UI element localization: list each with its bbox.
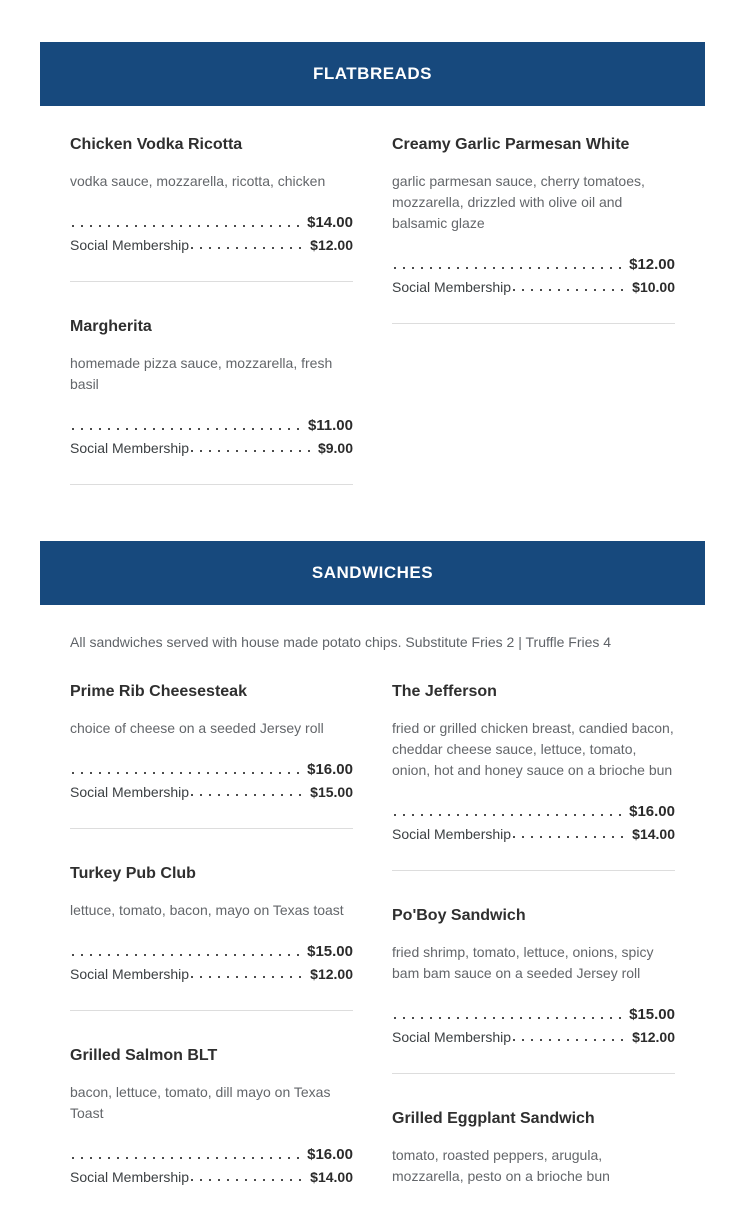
item-divider [70, 484, 353, 485]
membership-price: $15.00 [310, 783, 353, 800]
item-price: $16.00 [307, 760, 353, 778]
item-description: bacon, lettuce, tomato, dill mayo on Texas Toast [70, 1083, 331, 1121]
membership-price: $14.00 [310, 1168, 353, 1185]
menu-item [70, 1011, 353, 1185]
menu-column [70, 683, 353, 1209]
item-name: Chicken Vodka Ricotta [70, 136, 243, 153]
menu-item [70, 282, 353, 485]
menu-column [70, 136, 353, 485]
menu-section [40, 541, 705, 1209]
item-name: Grilled Eggplant Sandwich [392, 1109, 595, 1127]
item-description: choice of cheese on a seeded Jersey roll [70, 719, 324, 736]
dot-leader [72, 428, 302, 430]
item-name: Po'Boy Sandwich [392, 906, 526, 924]
menu-root [40, 42, 705, 1209]
menu-item [70, 683, 353, 829]
membership-price: $10.00 [632, 279, 675, 295]
dot-leader [191, 976, 304, 978]
section-banner [40, 541, 705, 605]
item-name: The Jefferson [392, 682, 497, 700]
membership-label: Social Membership [392, 1028, 512, 1045]
dot-leader [513, 289, 626, 291]
membership-label: Social Membership [392, 825, 512, 842]
menu-item [392, 136, 675, 324]
membership-label: Social Membership [70, 440, 190, 456]
section-title: SANDWICHES [311, 563, 434, 582]
membership-label: Social Membership [70, 237, 190, 253]
section-columns [40, 683, 705, 1209]
item-price: $16.00 [307, 1145, 353, 1163]
menu-item [70, 136, 353, 282]
membership-label: Social Membership [70, 1168, 190, 1185]
dot-leader [513, 1039, 626, 1041]
membership-label: Social Membership [70, 965, 190, 982]
item-description: lettuce, tomato, bacon, mayo on Texas toast [70, 901, 344, 918]
dot-leader [394, 1017, 623, 1019]
item-description: fried shrimp, tomato, lettuce, onions, spicy bam bam sauce on a seeded Jersey roll [392, 943, 654, 981]
membership-row [70, 966, 353, 982]
item-name: Grilled Salmon BLT [70, 1046, 218, 1064]
membership-label: Social Membership [392, 279, 512, 295]
membership-row [70, 784, 353, 800]
item-description: homemade pizza sauce, mozzarella, fresh basil [70, 355, 333, 392]
dot-leader [72, 225, 301, 227]
item-price: $16.00 [629, 802, 675, 820]
membership-row [392, 1029, 675, 1045]
item-description: fried or grilled chicken breast, candied bacon, cheddar cheese sauce, lettuce, tomato, onion, hot and honey sauce on a brioche bun [392, 719, 674, 778]
item-price: $15.00 [307, 942, 353, 960]
item-name: Creamy Garlic Parmesan White [392, 136, 630, 153]
membership-label: Social Membership [70, 783, 190, 800]
membership-row [70, 1169, 353, 1185]
item-price: $12.00 [629, 256, 675, 273]
price-row [392, 256, 675, 273]
dot-leader [72, 954, 301, 956]
price-row [392, 1006, 675, 1023]
section-columns [40, 136, 705, 485]
dot-leader [191, 1179, 304, 1181]
dot-leader [191, 794, 304, 796]
item-price: $11.00 [307, 417, 353, 434]
menu-item [392, 1074, 675, 1187]
dot-leader [191, 450, 312, 452]
dot-leader [72, 772, 301, 774]
membership-price: $9.00 [317, 440, 353, 456]
item-name: Turkey Pub Club [70, 864, 196, 882]
item-divider [392, 323, 675, 324]
section-banner [40, 42, 705, 106]
membership-price: $14.00 [632, 825, 675, 842]
price-row [70, 943, 353, 960]
item-price: $15.00 [629, 1005, 675, 1023]
price-row [70, 214, 353, 231]
dot-leader [394, 267, 623, 269]
membership-row [70, 440, 353, 456]
dot-leader [72, 1157, 301, 1159]
price-row [392, 803, 675, 820]
menu-section [40, 42, 705, 485]
item-name: Prime Rib Cheesesteak [70, 682, 247, 700]
membership-row [392, 279, 675, 295]
menu-item [392, 871, 675, 1074]
menu-column [392, 683, 675, 1209]
menu-item [392, 683, 675, 871]
menu-item [70, 829, 353, 1011]
membership-price: $12.00 [310, 237, 353, 253]
price-row [70, 1146, 353, 1163]
item-description: garlic parmesan sauce, cherry tomatoes, mozzarella, drizzled with olive oil and balsamic glaze [392, 173, 645, 231]
price-row [70, 417, 353, 434]
membership-row [392, 826, 675, 842]
membership-row [70, 237, 353, 253]
item-description: tomato, roasted peppers, arugula, mozzarella, pesto on a brioche bun [392, 1146, 610, 1184]
dot-leader [513, 836, 626, 838]
membership-price: $12.00 [310, 965, 353, 982]
item-description: vodka sauce, mozzarella, ricotta, chicken [70, 173, 326, 189]
membership-price: $12.00 [632, 1028, 675, 1045]
dot-leader [394, 814, 623, 816]
section-note: All sandwiches served with house made potato chips. Substitute Fries 2 | Truffle Fries 4 [70, 634, 612, 650]
menu-column [392, 136, 675, 485]
item-name: Margherita [70, 318, 152, 335]
item-price: $14.00 [307, 214, 353, 231]
section-title: FLATBREADS [313, 64, 432, 83]
dot-leader [191, 247, 304, 249]
price-row [70, 761, 353, 778]
